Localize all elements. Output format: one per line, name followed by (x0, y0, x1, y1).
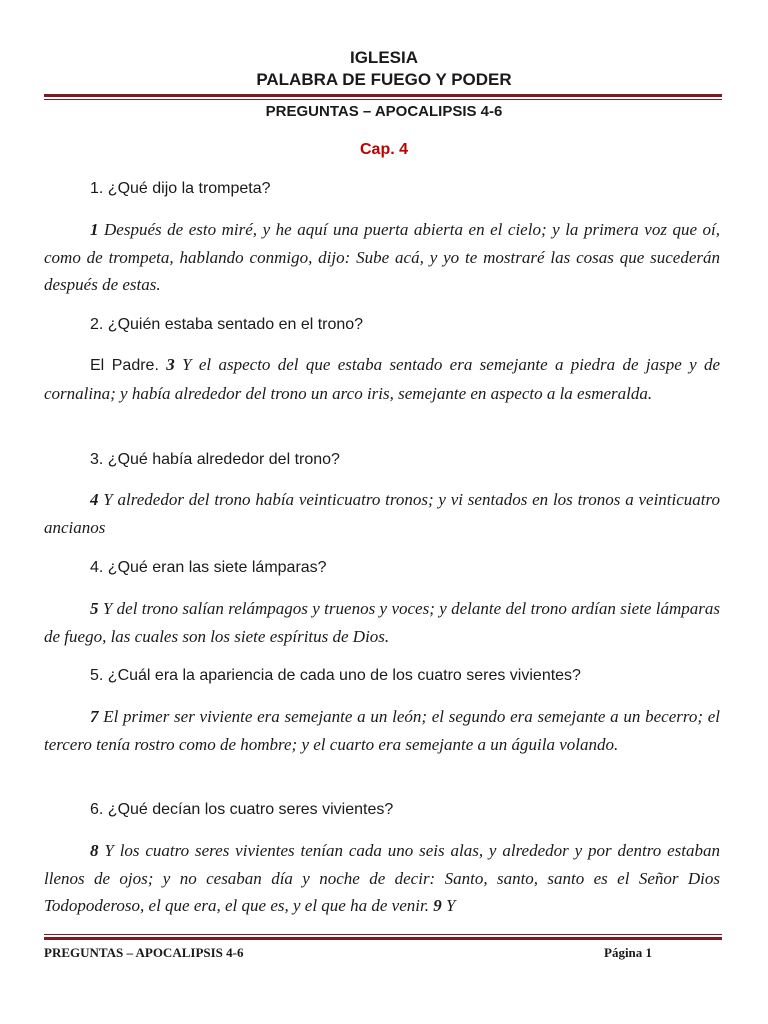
question-5: 5. ¿Cuál era la apariencia de cada uno de los cuatro seres vivientes? (90, 667, 581, 684)
verse-number: 5 (90, 599, 99, 618)
verse-text: Y (445, 896, 456, 915)
verse-text: Y del trono salían relámpagos y truenos y voces; y delante del trono ardían siete lámparas de fuego, las cuales son los siete espíritus de Dios. (44, 599, 721, 646)
answer-4 (44, 595, 720, 650)
page-number: Página 1 (604, 945, 653, 960)
verse-number: 1 (90, 220, 99, 239)
footer-title: PREGUNTAS – APOCALIPSIS 4-6 (44, 945, 244, 960)
verse-number: 4 (90, 490, 99, 509)
answer-lead: El Padre. (90, 357, 159, 374)
header-rule (44, 94, 722, 100)
question-1: 1. ¿Qué dijo la trompeta? (90, 180, 271, 197)
answer-5 (44, 703, 720, 758)
answer-3 (44, 486, 720, 541)
document-subtitle: PREGUNTAS – APOCALIPSIS 4-6 (265, 103, 503, 120)
answer-6 (44, 837, 720, 920)
verse-text: Y alrededor del trono había veinticuatro tronos; y vi sentados en los tronos a veinticuatro ancianos (44, 490, 720, 537)
verse-text: Y los cuatro seres vivientes tenían cada uno seis alas, y alrededor y por dentro estaban llenos de ojos; y no cesaban día y noche de decir: Santo, santo, santo es el Señor Dios Todopoderoso, el que era, el que es, y el que ha de venir. (44, 841, 721, 915)
verse-number: 7 (90, 707, 99, 726)
verse-number: 8 (90, 841, 99, 860)
verse-text: El primer ser viviente era semejante a un león; el segundo era semejante a un becerro; el tercero tenía rostro como de hombre; y el cuarto era semejante a un águila volando. (44, 707, 720, 754)
church-label: IGLESIA (349, 48, 418, 67)
answer-1 (44, 216, 720, 299)
verse-number: 3 (166, 355, 175, 374)
chapter-heading: Cap. 4 (359, 141, 408, 158)
verse-number: 9 (433, 896, 442, 915)
footer-rule (44, 934, 722, 940)
question-4: 4. ¿Qué eran las siete lámparas? (90, 559, 327, 576)
question-2: 2. ¿Quién estaba sentado en el trono? (90, 316, 364, 333)
verse-text: Después de esto miré, y he aquí una puerta abierta en el cielo; y la primera voz que oí, como de trompeta, hablando conmigo, dijo: Sube acá, y yo te mostraré las cosas que sucederán después de estas. (44, 220, 721, 294)
answer-2 (44, 351, 720, 407)
church-name: PALABRA DE FUEGO Y PODER (256, 70, 512, 89)
verse-text: Y el aspecto del que estaba sentado era semejante a piedra de jaspe y de cornalina; y había alrededor del trono un arco iris, semejante en aspecto a la esmeralda. (44, 355, 721, 403)
question-3: 3. ¿Qué había alrededor del trono? (90, 451, 340, 468)
question-6: 6. ¿Qué decían los cuatro seres vivientes? (90, 801, 394, 818)
